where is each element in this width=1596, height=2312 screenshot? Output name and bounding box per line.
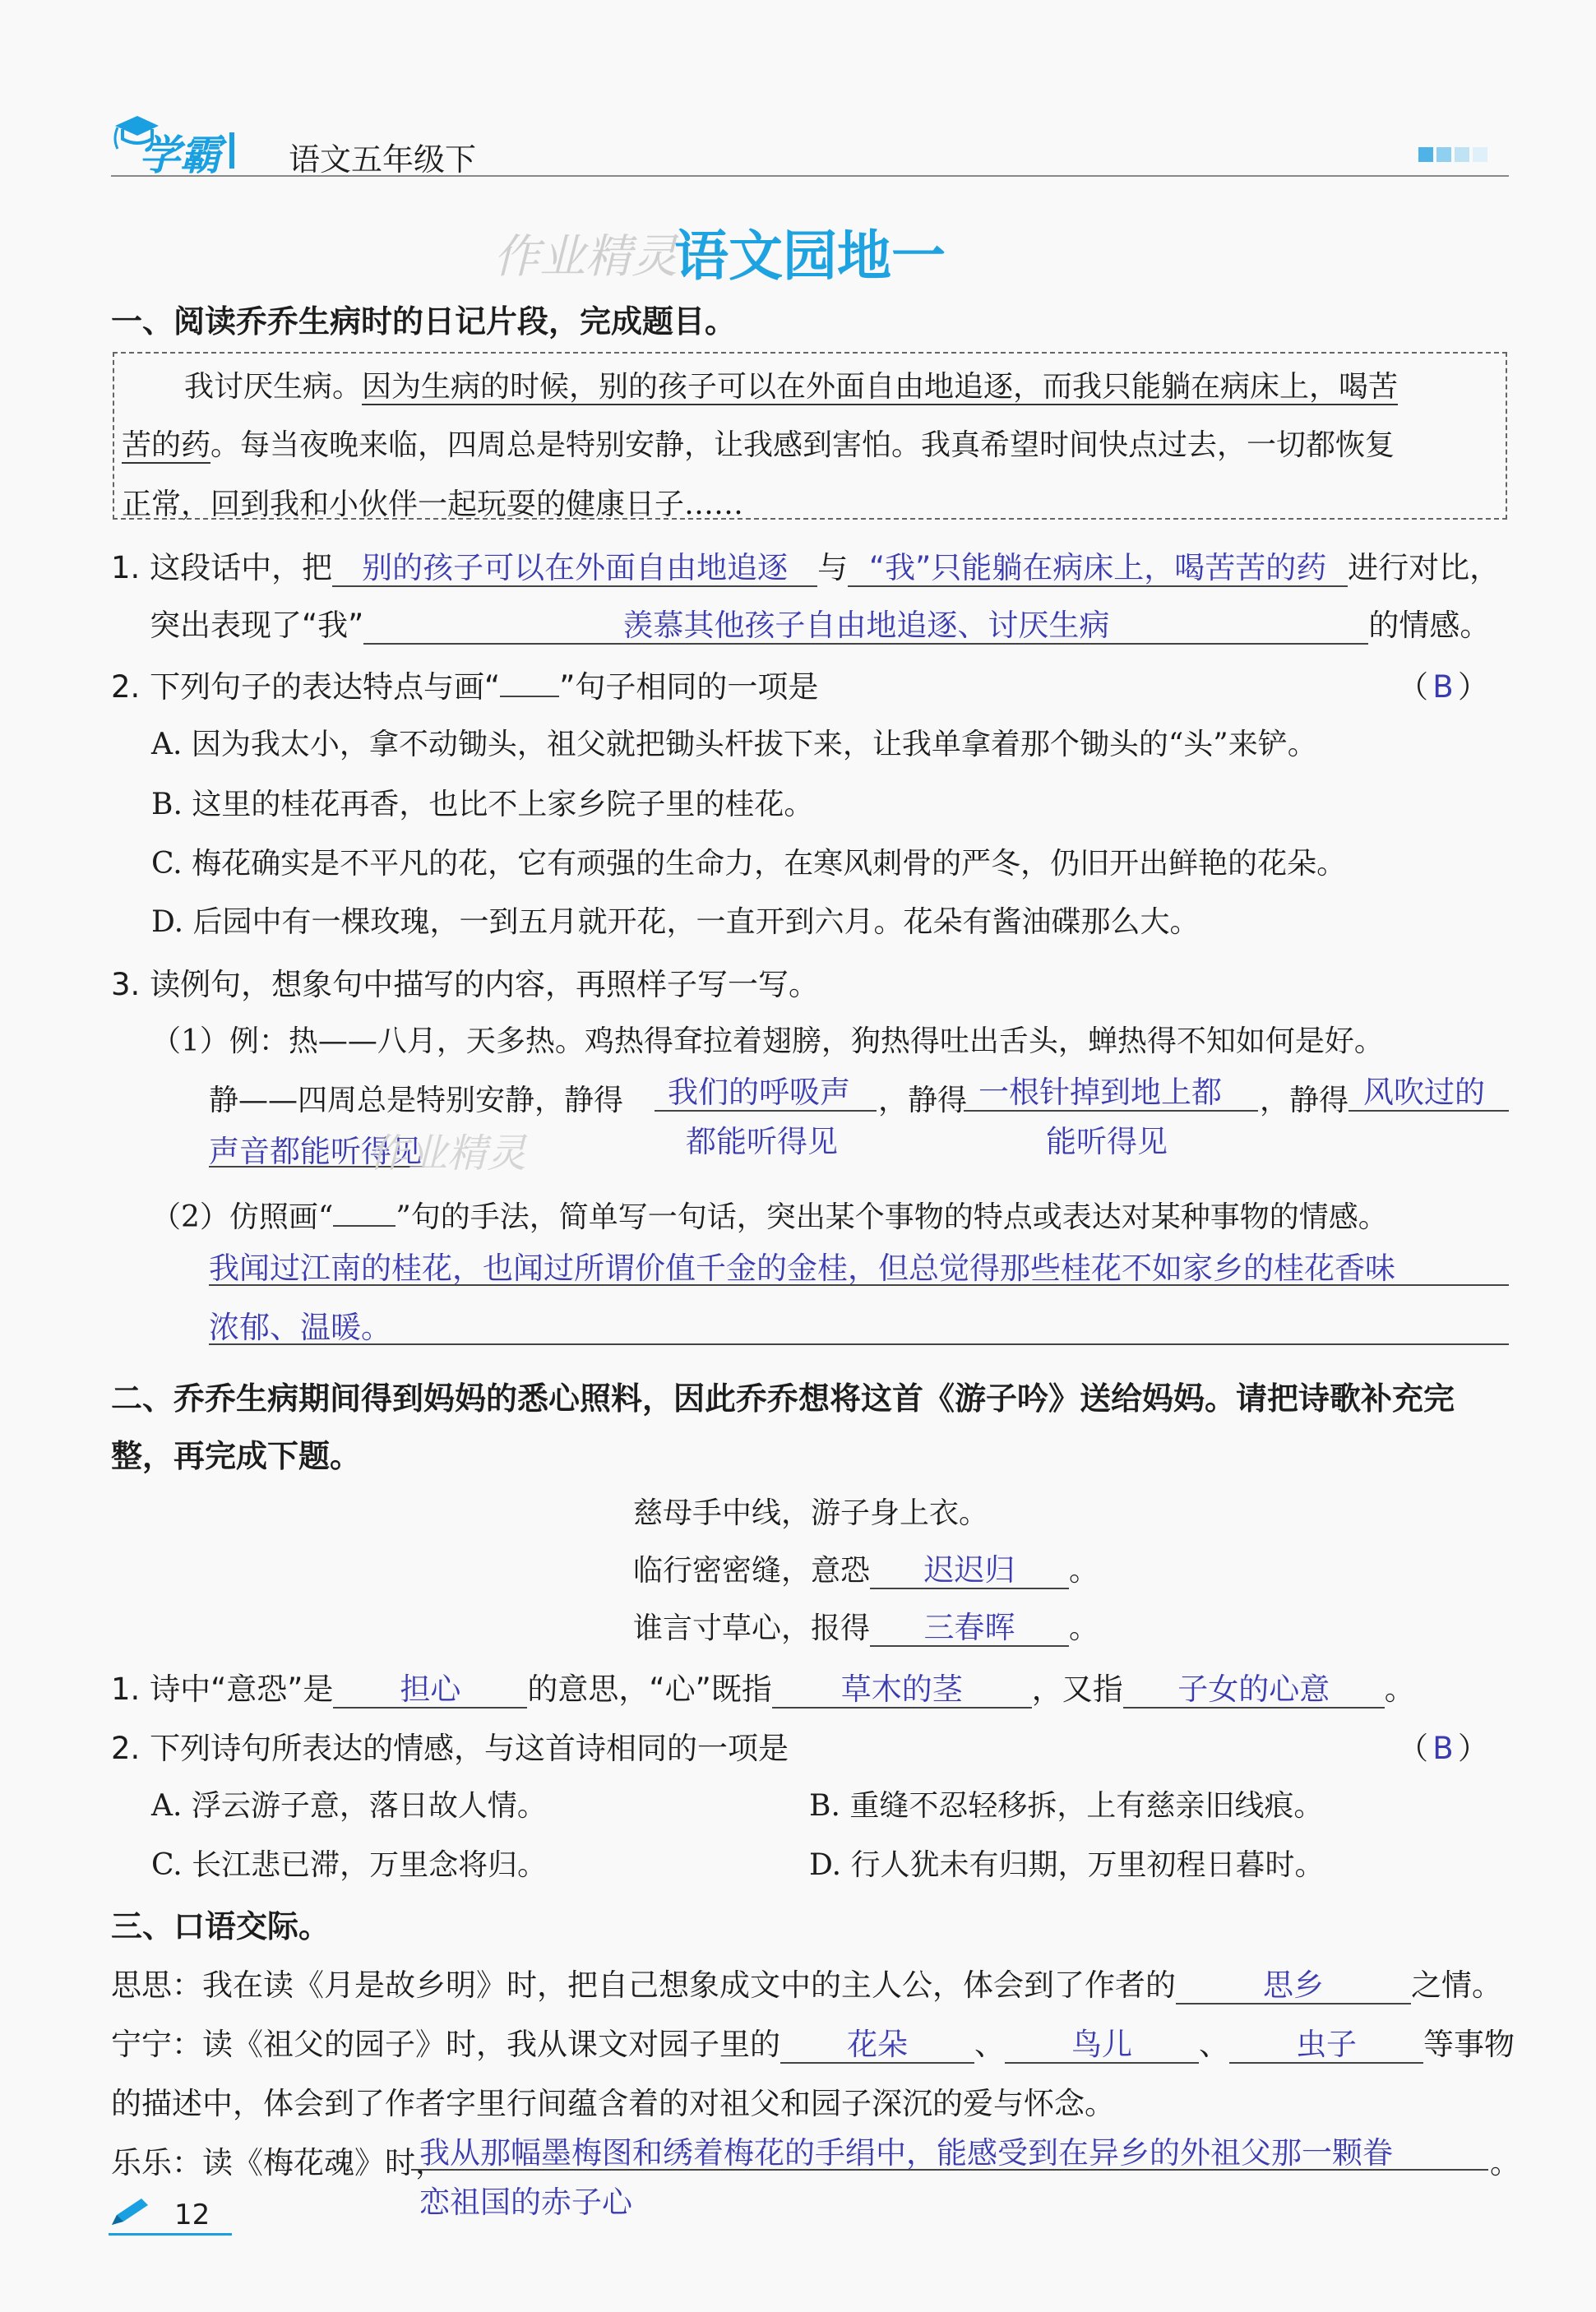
poem-line3: 谁言寸草心，报得 三春晖 。 — [633, 1610, 1099, 1645]
header — [111, 111, 1509, 177]
s1-q3-answer3-top[interactable]: 风吹过的 — [1363, 1075, 1485, 1110]
watermark: 作业精灵 — [493, 230, 678, 284]
s1-q3-answer1-bottom[interactable]: 都能听得见 — [686, 1124, 838, 1159]
s2-q1-answer2[interactable]: 草木的茎 — [772, 1673, 1032, 1709]
s3-answer-niaoer[interactable]: 鸟儿 — [1005, 2028, 1199, 2064]
s1-q1-line2: 突出表现了“我” 羡慕其他孩子自由地追逐、讨厌生病 的情感。 — [150, 608, 1491, 643]
underline-marker — [500, 696, 559, 697]
s3-line2: 宁宁：读《祖父的园子》时，我从课文对园子里的 花朵 、 鸟儿 、 虫子 等事物 — [111, 2027, 1515, 2062]
footer-rule — [109, 2233, 232, 2236]
s1-q2-answer-paren: （ B ） — [1398, 669, 1488, 705]
header-decor — [1418, 147, 1487, 165]
s1-q3-answer1-top[interactable]: 我们的呼吸声 — [668, 1075, 850, 1110]
s1-q3-answer3-bottom[interactable]: 声音都能听得见 — [209, 1134, 422, 1169]
s1-q2-answer[interactable]: B — [1432, 669, 1454, 705]
s1-q3-example2: （2）仿照画“ ”句的手法，简单写一句话，突出某个事物的特点或表达对某种事物的情感。 — [151, 1200, 1388, 1234]
s3-answer-sixiang[interactable]: 思乡 — [1176, 1969, 1411, 2005]
s2-q1-answer3[interactable]: 子女的心意 — [1123, 1673, 1385, 1709]
passage-line3: 正常，回到我和小伙伴一起玩耍的健康日子…… — [122, 488, 744, 521]
header-subject: 语文五年级下 — [289, 141, 477, 178]
s2-q2-answer[interactable]: B — [1432, 1731, 1454, 1766]
page-number: 12 — [174, 2199, 210, 2231]
watermark-2: 作业精灵 — [368, 1131, 527, 1177]
s3-line1: 思思：我在读《月是故乡明》时，把自己想象成文中的主人公，体会到了作者的 思乡 之情。 — [111, 1968, 1502, 2003]
s1-q2-option-c: C. 梅花确实是不平凡的花，它有顽强的生命力，在寒风刺骨的严冬，仍旧开出鲜艳的花朵。 — [151, 847, 1347, 881]
logo-divider — [229, 132, 234, 169]
s1-q3-example1: （1）例：热——八月，天多热。鸡热得耷拉着翅膀，狗热得吐出舌头，蝉热得不知如何是好。 — [151, 1024, 1384, 1058]
s3-answer-meihua-line2[interactable]: 恋祖国的赤子心 — [419, 2185, 632, 2220]
s2-q2-answer-paren: （ B ） — [1398, 1731, 1488, 1766]
poem-answer1[interactable]: 迟迟归 — [870, 1554, 1069, 1589]
section1-heading: 一、阅读乔乔生病时的日记片段，完成题目。 — [111, 303, 737, 340]
s1-q1-line1: 1. 这段话中，把 别的孩子可以在外面自由地追逐 与 “我”只能躺在病床上，喝苦苦的药 进行对比， — [111, 550, 1501, 585]
s3-answer-chongzi[interactable]: 虫子 — [1229, 2028, 1423, 2064]
section3-heading: 三、口语交际。 — [111, 1908, 331, 1944]
s1-q3-ex2-answer-line1[interactable]: 我闻过江南的桂花，也闻过所谓价值千金的金桂，但总觉得那些桂花不如家乡的桂花香味 — [209, 1251, 1395, 1286]
s2-q2-option-d: D. 行人犹未有归期，万里初程日暮时。 — [809, 1848, 1325, 1882]
s2-q1: 1. 诗中“意恐”是 担心 的意思，“心”既指 草木的茎 ，又指 子女的心意 。 — [111, 1672, 1415, 1707]
s1-q1-answer1[interactable]: 别的孩子可以在外面自由地追逐 — [332, 552, 817, 587]
s2-q2-stem: 2. 下列诗句所表达的情感，与这首诗相同的一项是 — [111, 1731, 789, 1766]
s1-q3-stem: 3. 读例句，想象句中描写的内容，再照样子写一写。 — [111, 967, 820, 1002]
s3-answer-meihua-line1[interactable]: 我从那幅墨梅图和绣着梅花的手绢中，能感受到在异乡的外祖父那一颗眷 — [419, 2135, 1393, 2171]
s2-q2-option-a: A. 浮云游子意，落日故人情。 — [151, 1789, 547, 1823]
s1-q3-lead: 静——四周总是特别安静，静得 — [209, 1084, 624, 1117]
poem-answer2[interactable]: 三春晖 — [870, 1611, 1069, 1647]
s3-line3: 的描述中，体会到了作者字里行间蕴含着的对祖父和园子深沉的爱与怀念。 — [111, 2086, 1115, 2121]
section2-heading-line2: 整，再完成下题。 — [111, 1438, 362, 1474]
s1-q3-ex2-answer-line2[interactable]: 浓郁、温暖。 — [209, 1310, 391, 1345]
s3-line4-lead: 乐乐：读《梅花魂》时， — [111, 2145, 446, 2180]
section2-heading-line1: 二、乔乔生病期间得到妈妈的悉心照料，因此乔乔想将这首《游子吟》送给妈妈。请把诗歌补充完 — [111, 1380, 1455, 1417]
poem-line2: 临行密密缝，意恐 迟迟归 。 — [633, 1552, 1099, 1588]
passage-underlined-1: 因为生病的时候，别的孩子可以在外面自由地追逐，而我只能躺在病床上，喝苦 — [362, 370, 1399, 404]
header-rule — [111, 175, 1509, 177]
poem-line1: 慈母手中线，游子身上衣。 — [633, 1496, 989, 1530]
s1-q2-option-b: B. 这里的桂花再香，也比不上家乡院子里的桂花。 — [151, 788, 814, 821]
s1-q1-answer3[interactable]: 羡慕其他孩子自由地追逐、讨厌生病 — [363, 609, 1368, 645]
header-logo: 学霸 — [139, 132, 221, 179]
s1-q1-answer2[interactable]: “我”只能躺在病床上，喝苦苦的药 — [848, 552, 1348, 587]
s2-q2-option-c: C. 长江悲已滞，万里念将归。 — [151, 1848, 548, 1882]
s1-q2-stem: 2. 下列句子的表达特点与画“ ”句子相同的一项是 — [111, 669, 819, 705]
s2-q1-answer1[interactable]: 担心 — [333, 1673, 527, 1709]
s3-answer-huaduo[interactable]: 花朵 — [780, 2028, 974, 2064]
page-title: 语文园地一 — [674, 224, 946, 288]
passage-underlined-2: 苦的药 — [122, 428, 211, 462]
passage-line1: 我讨厌生病。因为生病的时候，别的孩子可以在外面自由地追逐，而我只能躺在病床上，喝苦 — [184, 370, 1399, 404]
s2-q2-option-b: B. 重缝不忍轻移拆，上有慈亲旧线痕。 — [809, 1789, 1324, 1823]
s1-q3-answer2-bottom[interactable]: 能听得见 — [1046, 1124, 1168, 1159]
s1-q3-answer2-top[interactable]: 一根针掉到地上都 — [978, 1075, 1222, 1110]
passage-line2: 苦的药。每当夜晚来临，四周总是特别安静，让我感到害怕。我真希望时间快点过去，一切都恢复 — [122, 428, 1395, 462]
pencil-icon — [109, 2195, 151, 2230]
s1-q2-option-d: D. 后园中有一棵玫瑰，一到五月就开花，一直开到六月。花朵有酱油碟那么大。 — [151, 905, 1200, 939]
s1-q2-option-a: A. 因为我太小，拿不动锄头，祖父就把锄头杆拔下来，让我单拿着那个锄头的“头”来铲。 — [151, 728, 1317, 761]
